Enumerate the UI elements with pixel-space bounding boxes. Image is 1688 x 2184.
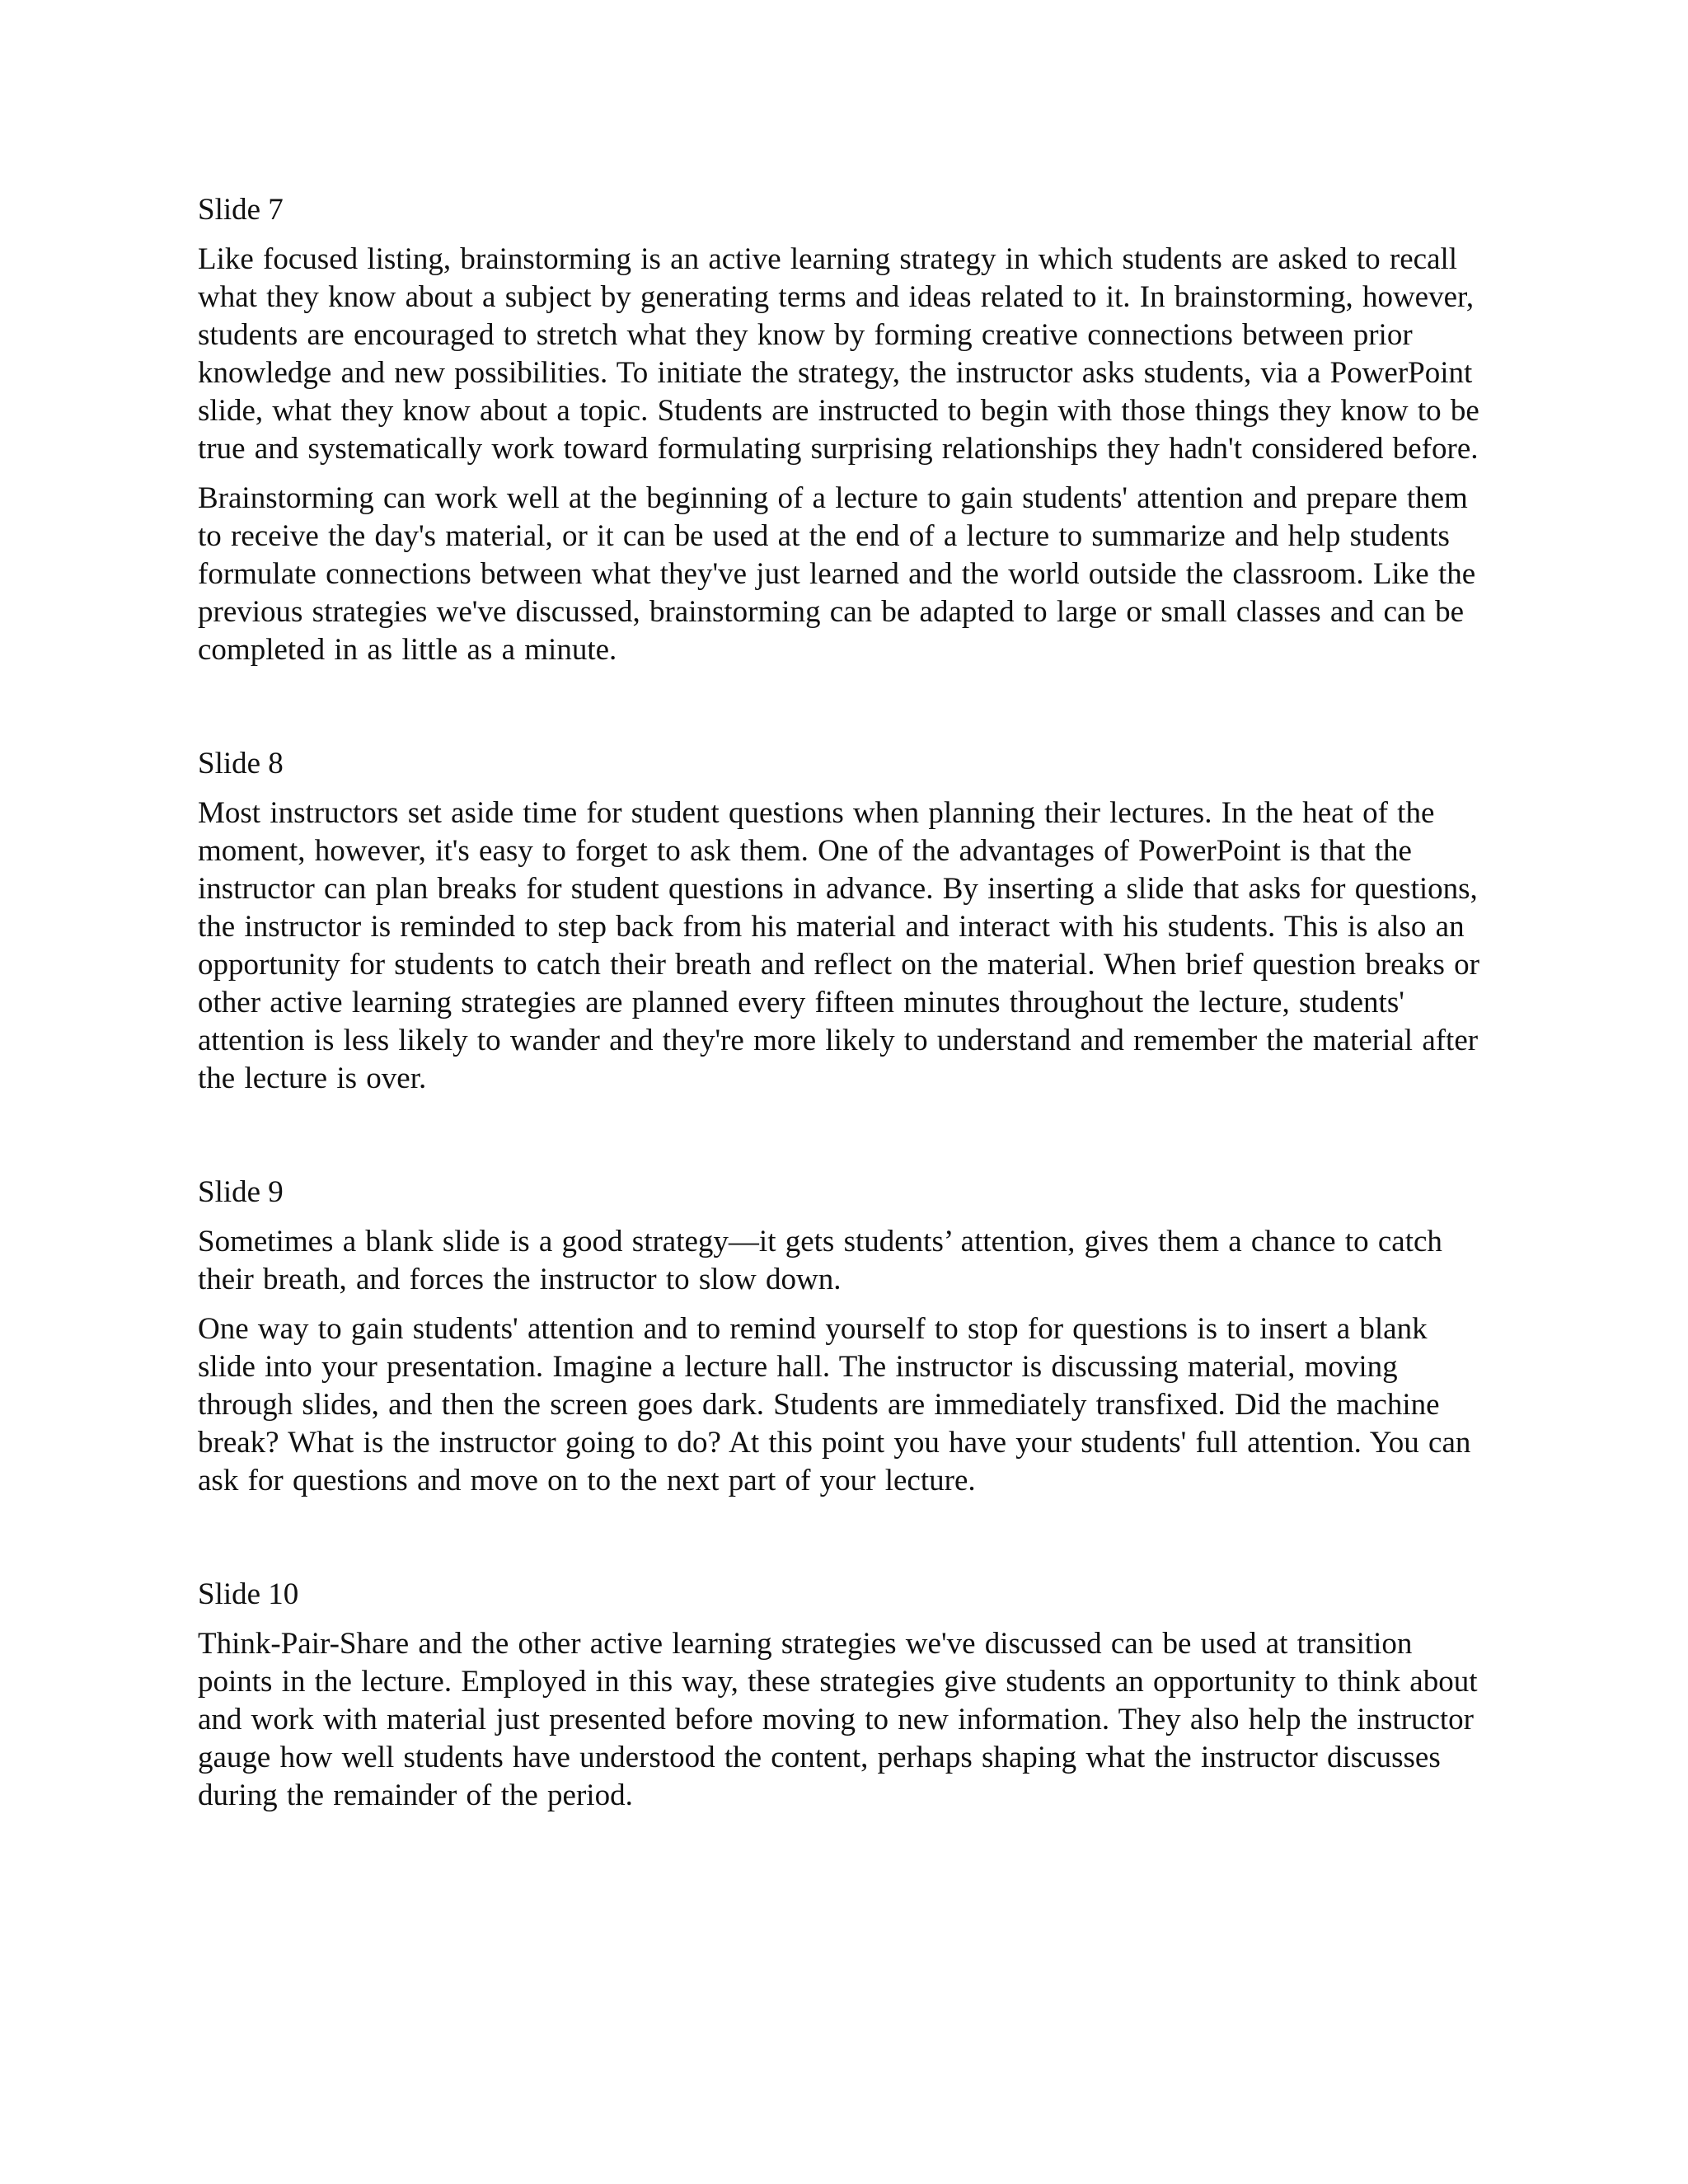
paragraph: Brainstorming can work well at the beginning of a lecture to gain students' attention and prepare them to receive the day's material, or it can be used at the end of a lecture to summarize and help students formulate connections between what they've just learned and the world outside the classroom. Like the previous strategies we've discussed, brainstorming can be adapted to large or small classes and can be completed in as little as a minute. <box>198 481 1476 667</box>
section-slide-8 <box>198 745 1484 1098</box>
paragraph: One way to gain students' attention and to remind yourself to stop for questions is to insert a blank slide into your presentation. Imagine a lecture hall. The instructor is discussing material, moving through slides, and then the screen goes dark. Students are immediately transfixed. Did the machine break? What is the instructor going to do? At this point you have your students' full attention. You can ask for questions and move on to the next part of your lecture. <box>198 1312 1471 1497</box>
section-slide-10 <box>198 1576 1484 1815</box>
slide-heading: Slide 9 <box>198 1175 284 1209</box>
slide-heading: Slide 7 <box>198 193 284 227</box>
section-slide-7 <box>198 191 1484 669</box>
paragraph: Like focused listing, brainstorming is an active learning strategy in which students are asked to recall what they know about a subject by generating terms and ideas related to it. In brainstorming, however, students are encouraged to stretch what they know by forming creative connections between prior knowledge and new possibilities. To initiate the strategy, the instructor asks students, via a PowerPoint slide, what they know about a topic. Students are instructed to begin with those things they know to be true and systematically work toward formulating surprising relationships they hadn't considered before. <box>198 242 1479 466</box>
document-page <box>198 191 1484 1815</box>
section-slide-9 <box>198 1174 1484 1500</box>
paragraph: Most instructors set aside time for student questions when planning their lectures. In the heat of the moment, however, it's easy to forget to ask them. One of the advantages of PowerPoint is that the instructor can plan breaks for student questions in advance. By inserting a slide that asks for questions, the instructor is reminded to step back from his material and interact with his students. This is also an opportunity for students to catch their breath and reflect on the material. When brief question breaks or other active learning strategies are planned every fifteen minutes throughout the lecture, students' attention is less likely to wander and they're more likely to understand and remember the material after the lecture is over. <box>198 796 1479 1095</box>
paragraph: Think-Pair-Share and the other active learning strategies we've discussed can be used at transition points in the lecture. Employed in this way, these strategies give students an opportunity to think about and work with material just presented before moving to new information. They also help the instructor gauge how well students have understood the content, perhaps shaping what the instructor discusses during the remainder of the period. <box>198 1627 1478 1812</box>
slide-heading: Slide 8 <box>198 747 284 780</box>
slide-heading: Slide 10 <box>198 1577 299 1611</box>
paragraph: Sometimes a blank slide is a good strategy—it gets students’ attention, gives them a chance to catch their breath, and forces the instructor to slow down. <box>198 1225 1442 1296</box>
